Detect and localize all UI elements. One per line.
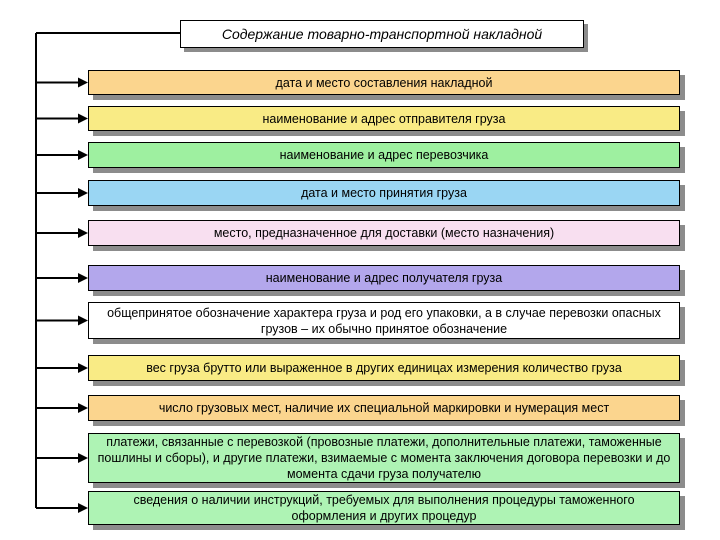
diagram-title: Содержание товарно-транспортной накладной	[180, 20, 584, 48]
item-gross-weight: вес груза брутто или выраженное в других единицах измерения количество груза	[88, 355, 680, 381]
item-payments: платежи, связанные с перевозкой (провозные платежи, дополнительные платежи, таможенные пошлины и сборы), и другие платежи, взимаемые с момента заключения договора перевозки и до момента сдачи груза получателю	[88, 433, 680, 483]
item-customs-instructions: сведения о наличии инструкций, требуемых для выполнения процедуры таможенного оформления и других процедур	[88, 491, 680, 525]
arrow-head-icon	[78, 150, 88, 160]
arrow-head-icon	[78, 78, 88, 88]
arrow-head-icon	[78, 403, 88, 413]
arrow-head-icon	[78, 453, 88, 463]
arrow-head-icon	[78, 316, 88, 326]
arrow-head-icon	[78, 503, 88, 513]
arrow-head-icon	[78, 228, 88, 238]
arrow-head-icon	[78, 273, 88, 283]
item-carrier-name-address: наименование и адрес перевозчика	[88, 142, 680, 168]
item-sender-name-address: наименование и адрес отправителя груза	[88, 106, 680, 131]
arrow-head-icon	[78, 363, 88, 373]
item-consignee-name-address: наименование и адрес получателя груза	[88, 265, 680, 291]
item-cargo-nature-packaging: общепринятое обозначение характера груза и род его упаковки, а в случае перевозки опасных грузов – их обычно принятое обозначение	[88, 302, 680, 339]
item-date-place-acceptance: дата и место принятия груза	[88, 180, 680, 206]
item-packages-marking: число грузовых мест, наличие их специальной маркировки и нумерация мест	[88, 395, 680, 421]
arrow-head-icon	[78, 114, 88, 124]
item-destination-place: место, предназначенное для доставки (место назначения)	[88, 220, 680, 246]
arrow-head-icon	[78, 188, 88, 198]
item-date-place-drafting: дата и место составления накладной	[88, 70, 680, 95]
